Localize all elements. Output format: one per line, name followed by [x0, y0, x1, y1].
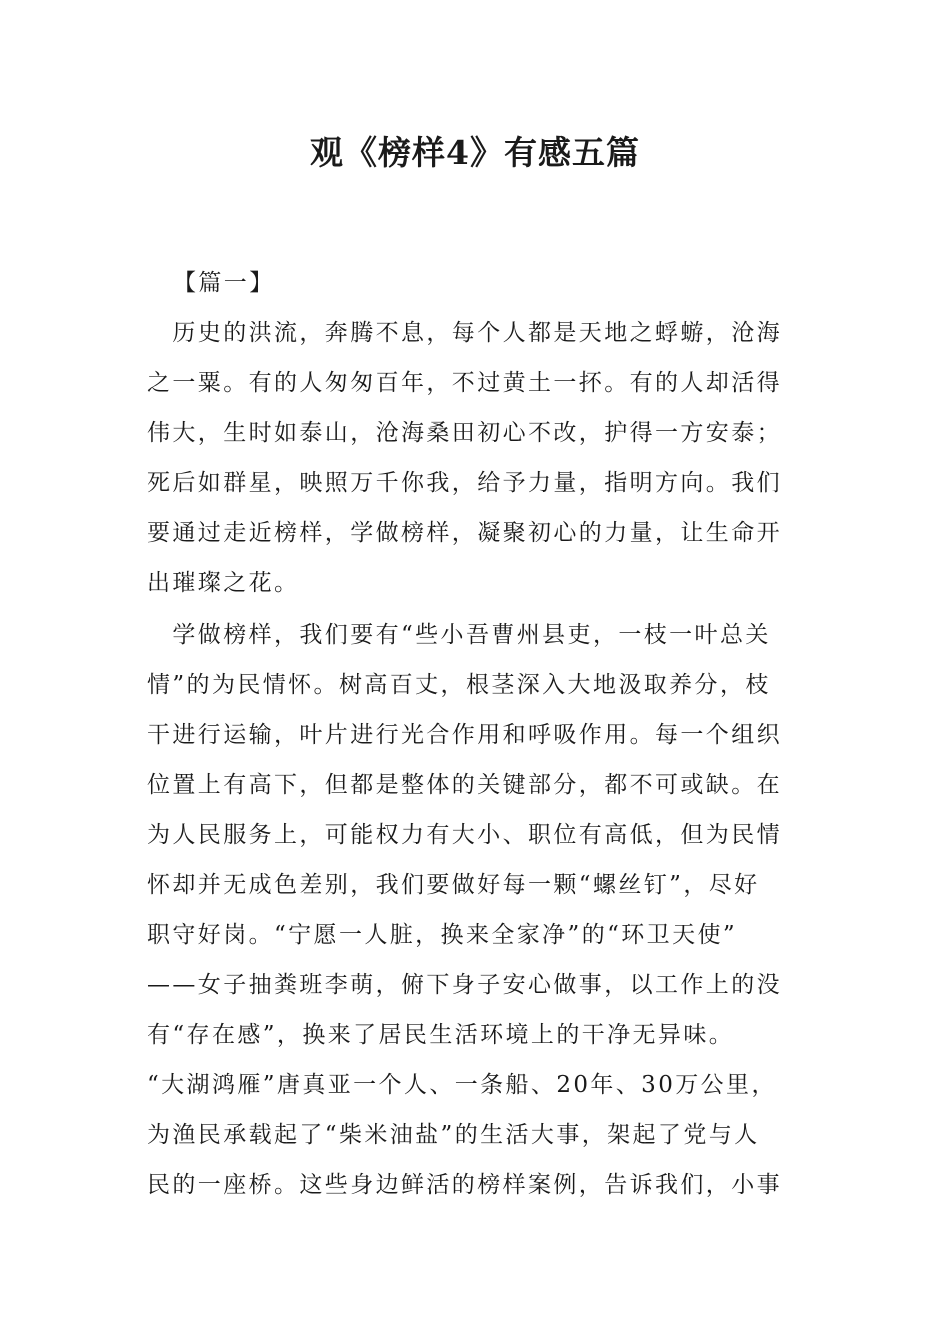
- paragraph-line: 职守好岗。“宁愿一人脏，换来全家净”的“环卫天使”: [147, 922, 738, 948]
- paragraph-line: 之一粟。有的人匆匆百年，不过黄土一抔。有的人却活得: [147, 370, 782, 396]
- paragraph-line: 死后如群星，映照万千你我，给予力量，指明方向。我们: [147, 470, 782, 496]
- paragraph-line: 要通过走近榜样，学做榜样，凝聚初心的力量，让生命开: [147, 520, 782, 546]
- paragraph-line: 历史的洪流，奔腾不息，每个人都是天地之蜉蝣，沧海: [147, 320, 782, 346]
- paragraph-2: [147, 610, 797, 1210]
- paragraph-line: 出璀璨之花。: [147, 570, 300, 596]
- paragraph-line: 情”的为民情怀。树高百丈，根茎深入大地汲取养分，枝: [147, 672, 771, 698]
- paragraph-line: 学做榜样，我们要有“些小吾曹州县吏，一枝一叶总关: [147, 622, 771, 648]
- paragraph-line: 有“存在感”，换来了居民生活环境上的干净无异味。: [147, 1022, 735, 1048]
- paragraph-line: 为渔民承载起了“柴米油盐”的生活大事，架起了党与人: [147, 1122, 760, 1148]
- document-title: 观《榜样4》有感五篇: [310, 133, 640, 172]
- document-body: [147, 258, 797, 1210]
- paragraph-line: ——女子抽粪班李萌，俯下身子安心做事，以工作上的没: [147, 972, 782, 998]
- paragraph-line: 为人民服务上，可能权力有大小、职位有高低，但为民情: [147, 822, 782, 848]
- paragraph-line: 位置上有高下，但都是整体的关键部分，都不可或缺。在: [147, 772, 782, 798]
- paragraph-line: 怀却并无成色差别，我们要做好每一颗“螺丝钉”，尽好: [147, 872, 760, 898]
- paragraph-line: 伟大，生时如泰山，沧海桑田初心不改，护得一方安泰；: [147, 420, 782, 446]
- paragraph-line: 干进行运输，叶片进行光合作用和呼吸作用。每一个组织: [147, 722, 782, 748]
- paragraph-1: [147, 308, 797, 608]
- paragraph-line: 民的一座桥。这些身边鲜活的榜样案例，告诉我们，小事: [147, 1172, 782, 1198]
- section-label: 【篇一】: [173, 270, 275, 296]
- paragraph-line: “大湖鸿雁”唐真亚一个人、一条船、20年、30万公里，: [147, 1072, 777, 1098]
